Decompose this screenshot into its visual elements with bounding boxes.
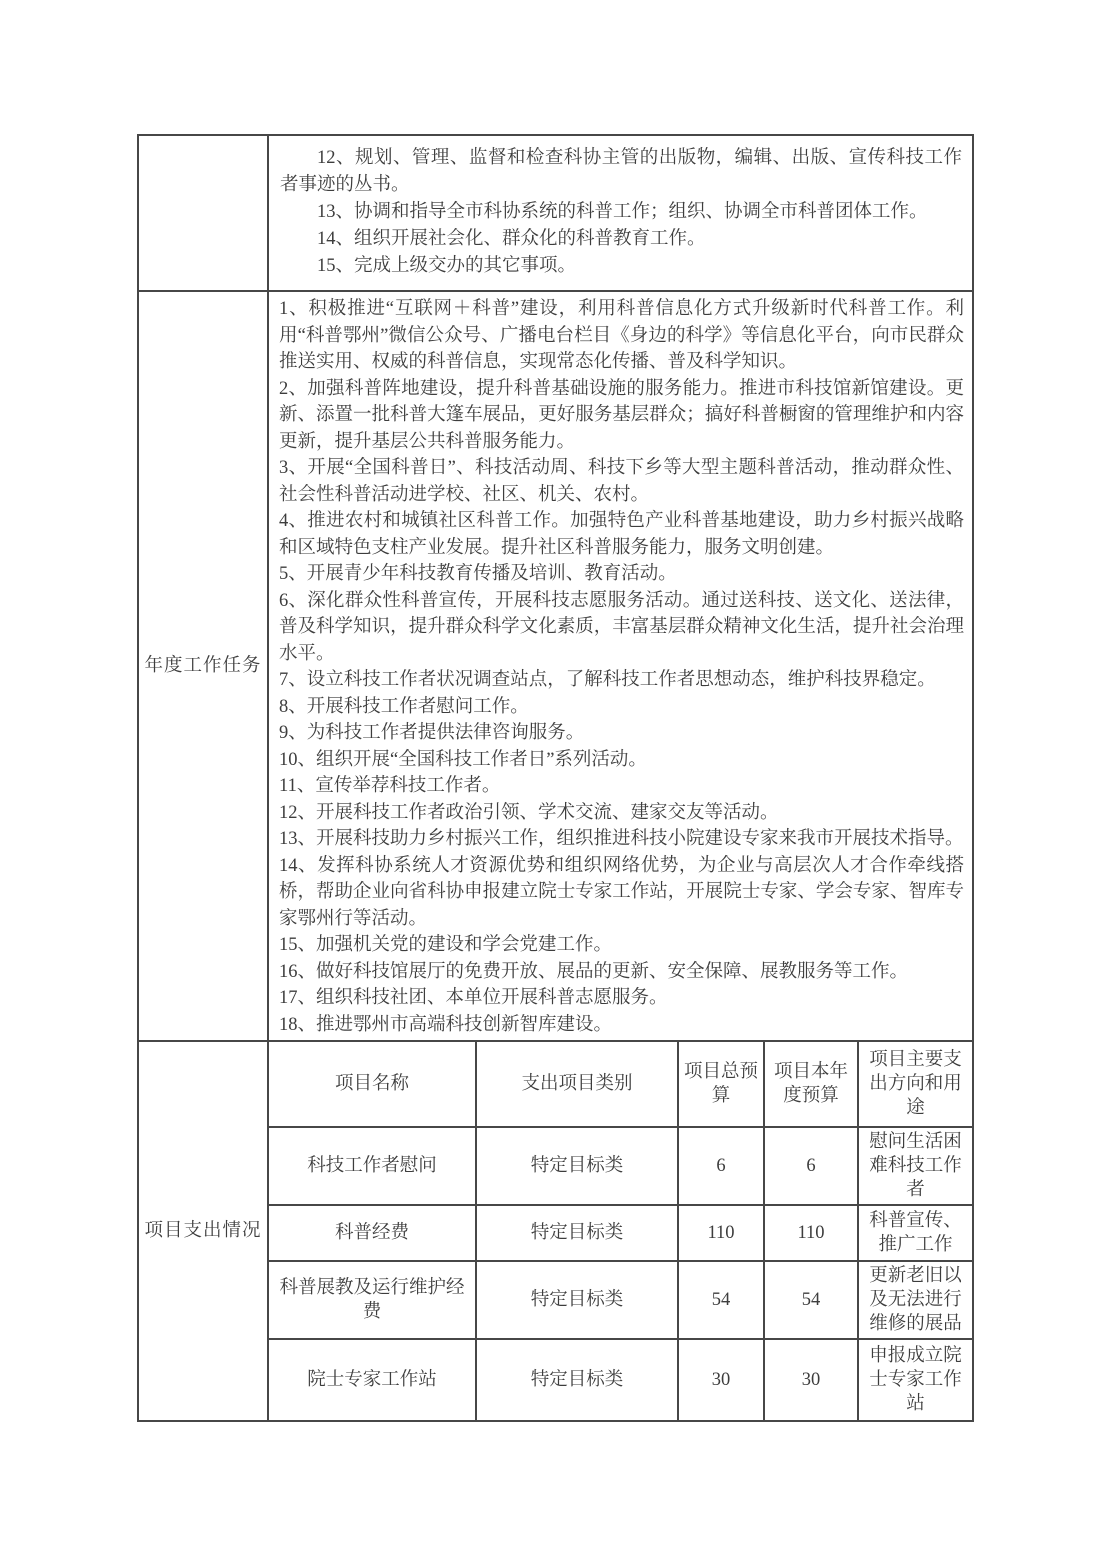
task-item-7: 7、设立科技工作者状况调查站点，了解科技工作者思想动态，维护科技界稳定。 (279, 670, 936, 690)
task-item-1: 1、积极推进“互联网＋科普”建设，利用科普信息化方式升级新时代科普工作。利用“科普鄂州”微信公众号、广播电台栏目《身边的科学》等信息化平台，向市民群众推送实用、权威的科普信息，实现常态化传播、普及科学知识。 (279, 299, 964, 372)
project-expenditure-label: 项目支出情况 (139, 1042, 269, 1420)
total-budget: 110 (679, 1206, 765, 1262)
duty-item-13: 13、协调和指导全市科协系统的科普工作；组织、协调全市科普团体工作。 (317, 202, 928, 222)
annual-budget: 30 (765, 1340, 859, 1420)
category: 特定目标类 (477, 1340, 679, 1420)
total-budget: 54 (679, 1262, 765, 1340)
project-name: 科普展教及运行维护经费 (269, 1262, 477, 1340)
task-item-12: 12、开展科技工作者政治引领、学术交流、建家交友等活动。 (279, 802, 779, 823)
purpose: 科普宣传、推广工作 (859, 1206, 972, 1262)
task-item-9: 9、为科技工作者提供法律咨询服务。 (279, 723, 585, 743)
duty-item-14: 14、组织开展社会化、群众化的科普教育工作。 (317, 229, 706, 249)
task-item-8: 8、开展科技工作者慰问工作。 (279, 696, 529, 717)
column-header-purpose: 项目主要支出方向和用途 (859, 1042, 972, 1128)
project-name: 科技工作者慰问 (269, 1128, 477, 1206)
column-header-category: 支出项目类别 (477, 1042, 679, 1128)
task-item-16: 16、做好科技馆展厅的免费开放、展品的更新、安全保障、展教服务等工作。 (279, 961, 909, 982)
column-header-total-budget: 项目总预算 (679, 1042, 765, 1128)
purpose: 申报成立院士专家工作站 (869, 1346, 962, 1414)
category: 特定目标类 (477, 1206, 679, 1262)
task-item-5: 5、开展青少年科技教育传播及培训、教育活动。 (279, 564, 677, 584)
annual-budget: 54 (765, 1262, 859, 1340)
annual-budget: 110 (765, 1206, 859, 1262)
total-budget: 6 (679, 1128, 765, 1206)
column-header-annual-budget: 项目本年度预算 (765, 1042, 859, 1128)
task-item-3: 3、开展“全国科普日”、科技活动周、科技下乡等大型主题科普活动，推动群众性、社会性科普活动进学校、社区、机关、农村。 (279, 458, 964, 505)
purpose: 慰问生活困难科技工作者 (859, 1128, 972, 1206)
category: 特定目标类 (477, 1262, 679, 1340)
category: 特定目标类 (477, 1128, 679, 1206)
project-name: 科普经费 (269, 1206, 477, 1262)
duty-item-12: 12、规划、管理、监督和检查科协主管的出版物，编辑、出版、宣传科技工作者事迹的丛书。 (280, 148, 962, 195)
section-label-empty (139, 136, 269, 290)
task-item-10: 10、组织开展“全国科技工作者日”系列活动。 (279, 749, 647, 770)
task-item-15: 15、加强机关党的建设和学会党建工作。 (279, 935, 613, 955)
total-budget: 30 (679, 1340, 765, 1420)
work-plan-table (137, 134, 974, 1422)
annual-tasks-content (269, 292, 972, 1040)
section-duties-continued (139, 136, 972, 290)
project-name: 院士专家工作站 (269, 1340, 477, 1420)
task-item-6: 6、深化群众性科普宣传，开展科技志愿服务活动。通过送科技、送文化、送法律，普及科学知识，提升群众科学文化素质，丰富基层群众精神文化生活，提升社会治理水平。 (279, 590, 964, 664)
task-item-11: 11、宣传举荐科技工作者。 (279, 776, 501, 796)
duty-item-15: 15、完成上级交办的其它事项。 (317, 256, 577, 276)
task-item-17: 17、组织科技社团、本单位开展科普志愿服务。 (279, 988, 668, 1008)
section-project-expenditure (139, 1040, 972, 1420)
column-header-project-name: 项目名称 (269, 1042, 477, 1128)
task-item-4: 4、推进农村和城镇社区科普工作。加强特色产业科普基地建设，助力乡村振兴战略和区域特色支柱产业发展。提升社区科普服务能力，服务文明创建。 (279, 511, 964, 558)
expenditure-grid (269, 1042, 972, 1420)
task-item-18: 18、推进鄂州市高端科技创新智库建设。 (279, 1014, 613, 1035)
section-annual-tasks (139, 290, 972, 1040)
task-item-14: 14、发挥科协系统人才资源优势和组织网络优势，为企业与高层次人才合作牵线搭桥，帮助企业向省科协申报建立院士专家工作站，开展院士专家、学会专家、智库专家鄂州行等活动。 (279, 855, 964, 929)
duties-continued-content (269, 136, 972, 290)
annual-tasks-label: 年度工作任务 (139, 292, 269, 1040)
task-item-2: 2、加强科普阵地建设，提升科普基础设施的服务能力。推进市科技馆新馆建设。更新、添置一批科普大篷车展品，更好服务基层群众；搞好科普橱窗的管理维护和内容更新，提升基层公共科普服务能力。 (279, 378, 964, 452)
expenditure-table (269, 1042, 972, 1420)
annual-budget: 6 (765, 1128, 859, 1206)
task-item-13: 13、开展科技助力乡村振兴工作，组织推进科技小院建设专家来我市开展技术指导。 (279, 829, 964, 849)
purpose: 更新老旧以及无法进行维修的展品 (859, 1262, 972, 1340)
